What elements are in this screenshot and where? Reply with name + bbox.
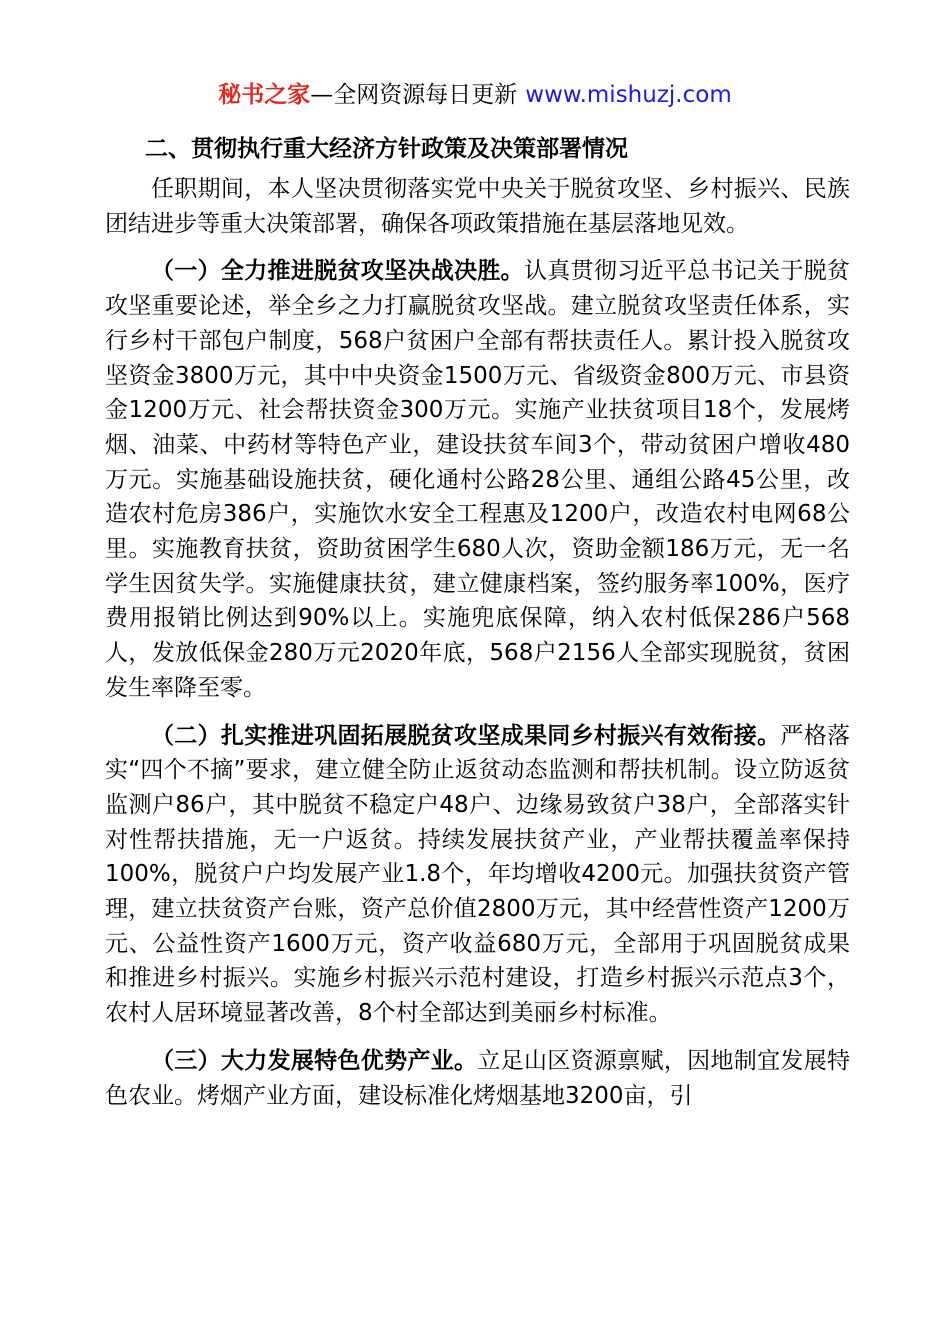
paragraph-poverty-alleviation: [105, 254, 850, 705]
site-tagline: —全网资源每日更新: [310, 82, 518, 108]
site-header: [0, 80, 950, 110]
paragraph-text: 严格落实“四个不摘”要求，建立健全防止返贫动态监测和帮扶机制。设立防返贫监测户86户，其中脱贫不稳定户48户、边缘易致贫户38户，全部落实针对性帮扶措施，无一户返贫。持续发展扶贫产业，产业帮扶覆盖率保持100%，脱贫户户均发展产业1.8个，年均增收4200元。加强扶贫资产管理，建立扶贫资产台账，资产总价值2800万元，其中经营性资产1200万元、公益性资产1600万元，资产收益680万元，全部用于巩固脱贫成果和推进乡村振兴。实施乡村振兴示范村建设，打造乡村振兴示范点3个，农村人居环境显著改善，8个村全部达到美丽乡村标准。: [105, 722, 851, 1027]
site-brand: 秘书之家: [218, 82, 311, 108]
paragraph-lead: （一）全力推进脱贫攻坚决战决胜。: [151, 258, 524, 285]
paragraph-rural-revitalization: [105, 719, 850, 1031]
paragraph-lead: （三）大力发展特色优势产业。: [151, 1047, 478, 1074]
section-heading: 二、贯彻执行重大经济方针政策及决策部署情况: [145, 136, 628, 162]
paragraph-lead: （二）扎实推进巩固拓展脱贫攻坚成果同乡村振兴有效衔接。: [151, 722, 781, 749]
site-url-link[interactable]: www.mishuzj.com: [525, 82, 732, 108]
paragraph-text: 任职期间，本人坚决贯彻落实党中央关于脱贫攻坚、乡村振兴、民族团结进步等重大决策部署，确保各项政策措施在基层落地见效。: [105, 176, 850, 237]
paragraph-intro: [105, 172, 850, 241]
body-text: [105, 172, 850, 1113]
paragraph-text: 认真贯彻习近平总书记关于脱贫攻坚重要论述，举全乡之力打赢脱贫攻坚战。建立脱贫攻坚责任体系，实行乡村干部包户制度，568户贫困户全部有帮扶责任人。累计投入脱贫攻坚资金3800万元，其中中央资金1500万元、省级资金800万元、市县资金1200万元、社会帮扶资金300万元。实施产业扶贫项目18个，发展烤烟、油菜、中药材等特色产业，建设扶贫车间3个，带动贫困户增收480万元。实施基础设施扶贫，硬化通村公路28公里、通组公路45公里，改造农村危房386户，实施饮水安全工程惠及1200户，改造农村电网68公里。实施教育扶贫，资助贫困学生680人次，资助金额186万元，无一名学生因贫失学。实施健康扶贫，建立健康档案，签约服务率100%，医疗费用报销比例达到90%以上。实施兜底保障，纳入农村低保286户568人，发放低保金280万元2020年底，568户2156人全部实现脱贫，贫困发生率降至零。: [105, 258, 851, 701]
paragraph-text: 立足山区资源禀赋，因地制宜发展特色农业。烤烟产业方面，建设标准化烤烟基地3200亩，引: [105, 1047, 851, 1109]
paragraph-featured-industry: [105, 1044, 850, 1113]
